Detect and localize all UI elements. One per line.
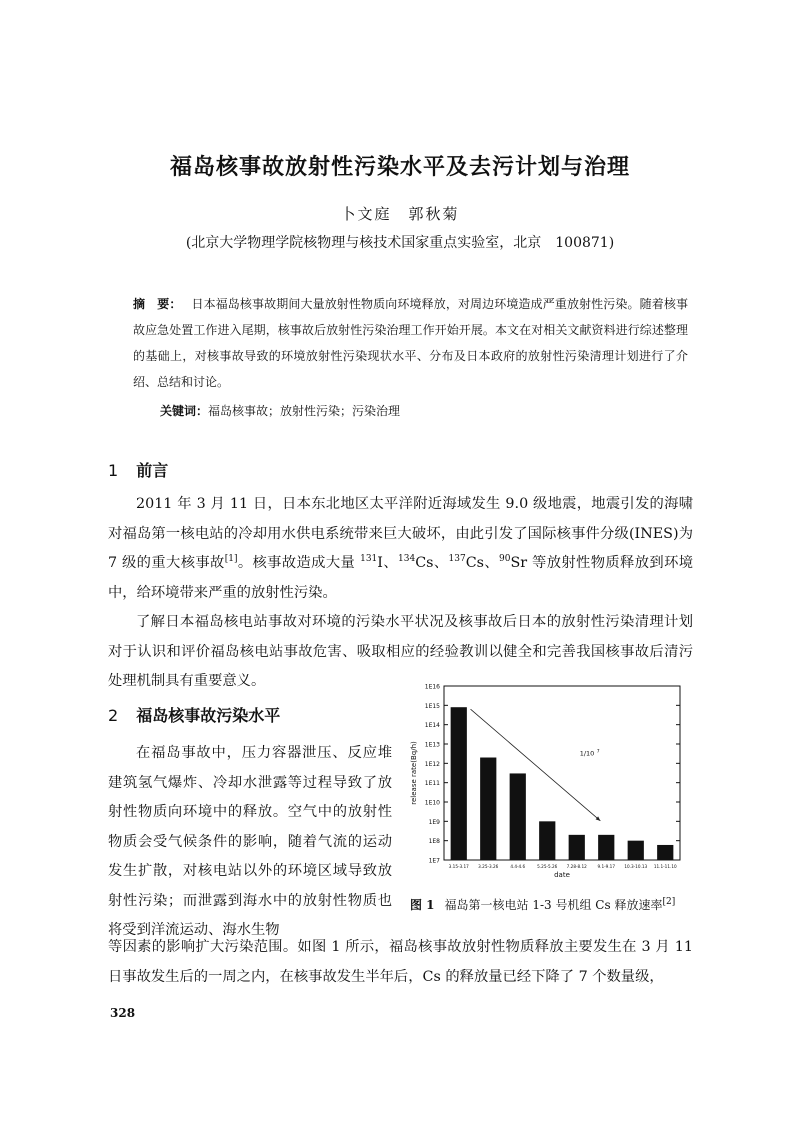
section-2-heading xyxy=(108,703,280,726)
section-1-paragraph-1: 2011 年 3 月 11 日，日本东北地区太平洋附近海域发生 9.0 级地震，地震引发的海啸对福岛第一核电站的冷却用水供电系统带来巨大破坏，由此引发了国际核事件分级(INES)为 7 级的重大核事故[1]。核事故造成大量 $^{131}$I、$^{134}$Cs、$^{137}$Cs、$^{90}$Sr 等放射性物质释放到环境中，给环境带来严重的放射性污染。 xyxy=(108,496,694,601)
y-tick-label: 1E13 xyxy=(424,741,440,749)
y-tick-label: 1E8 xyxy=(428,838,440,846)
section-1-heading xyxy=(108,458,168,481)
section-2-paragraph-left: 在福岛事故中，压力容器泄压、反应堆建筑氢气爆炸、冷却水泄露等过程导致了放射性物质向环境中的释放。空气中的放射性物质会受气候条件的影响，随着气流的运动发生扩散，对核电站以外的环境区域导致放射性污染；而泄露到海水中的放射性物质也将受到洋流运动、海水生物 xyxy=(108,745,392,938)
trend-annotation: 1/10 xyxy=(579,749,595,758)
section-2-title: 福岛核事故污染水平 xyxy=(136,706,281,725)
y-tick-label: 1E11 xyxy=(424,780,440,788)
paper-title: 福岛核事故放射性污染水平及去污计划与治理 xyxy=(169,154,630,180)
y-axis-label: release rate(Bq/h) xyxy=(410,741,418,805)
bar xyxy=(657,845,673,860)
page-number: 328 xyxy=(110,1006,136,1020)
y-tick-label: 1E16 xyxy=(424,683,440,691)
figure-1-reference: [2] xyxy=(662,897,676,907)
x-tick-label: 3.25-3.26 xyxy=(478,864,499,869)
x-tick-label: 10.3-10.13 xyxy=(624,864,648,869)
x-tick-label: 5.25-5.26 xyxy=(537,864,558,869)
bar xyxy=(539,821,555,860)
figure-1-chart xyxy=(404,678,694,888)
y-tick-label: 1E9 xyxy=(428,818,440,826)
trend-annotation-exponent: 7 xyxy=(596,749,600,755)
plot-frame xyxy=(444,686,680,860)
bar xyxy=(451,707,467,860)
section-2-paragraph-full: 等因素的影响扩大污染范围。如图 1 所示，福岛核事故放射性物质释放主要发生在 3 月 11 日事故发生后的一周之内，在核事故发生半年后，Cs 的释放量已经下降了 7 个数量级， xyxy=(108,939,693,985)
section-1-title: 前言 xyxy=(136,461,169,480)
paper-affiliation: (北京大学物理学院核物理与核技术国家重点实验室，北京 100871) xyxy=(185,235,615,251)
bar xyxy=(598,835,614,860)
bar xyxy=(480,758,496,860)
x-tick-label: 4.4-4.6 xyxy=(510,864,526,869)
keywords xyxy=(160,402,400,419)
y-tick-label: 1E10 xyxy=(424,799,440,807)
x-tick-label: 9.1-9.17 xyxy=(597,864,615,869)
y-tick-label: 1E15 xyxy=(424,702,440,710)
y-tick-label: 1E7 xyxy=(428,857,440,865)
x-tick-label: 11.1-11.10 xyxy=(653,864,677,869)
paper-authors: 卜文庭 郭秋菊 xyxy=(340,205,460,223)
x-axis-label: date xyxy=(554,871,570,879)
bar xyxy=(569,835,585,860)
bar xyxy=(510,773,526,860)
figure-1-label: 图 1 xyxy=(410,898,435,912)
section-1-number: 1 xyxy=(108,461,119,480)
abstract xyxy=(133,291,688,395)
figure-1-caption-text: 福岛第一核电站 1-3 号机组 Cs 释放速率 xyxy=(444,898,663,912)
abstract-text: 日本福岛核事故期间大量放射性物质向环境释放，对周边环境造成严重放射性污染。随着核事故应急处置工作进入尾期，核事故后放射性污染治理工作开始开展。本文在对相关文献资料进行综述整理的基础上，对核事故导致的环境放射性污染现状水平、分布及日本政府的放射性污染清理计划进行了介绍、总结和讨论。 xyxy=(133,297,688,389)
x-tick-label: 7.28-8.12 xyxy=(566,864,587,869)
reference-1: [1] xyxy=(224,554,238,565)
keywords-label: 关键词： xyxy=(160,404,209,418)
keywords-text: 福岛核事故；放射性污染；污染治理 xyxy=(208,404,401,418)
y-tick-label: 1E12 xyxy=(424,760,440,768)
section-1-paragraph-2: 了解日本福岛核电站事故对环境的污染水平状况及核事故后日本的放射性污染清理计划对于认识和评价福岛核电站事故危害、吸取相应的经验教训以健全和完善我国核事故后清污处理机制具有重要意义。 xyxy=(108,614,693,689)
section-2-number: 2 xyxy=(108,706,119,725)
figure-1-caption xyxy=(410,896,675,913)
y-tick-label: 1E14 xyxy=(424,722,440,730)
bar xyxy=(628,841,644,860)
x-tick-label: 3.15-3.17 xyxy=(448,864,469,869)
abstract-label: 摘 要： xyxy=(133,297,182,311)
